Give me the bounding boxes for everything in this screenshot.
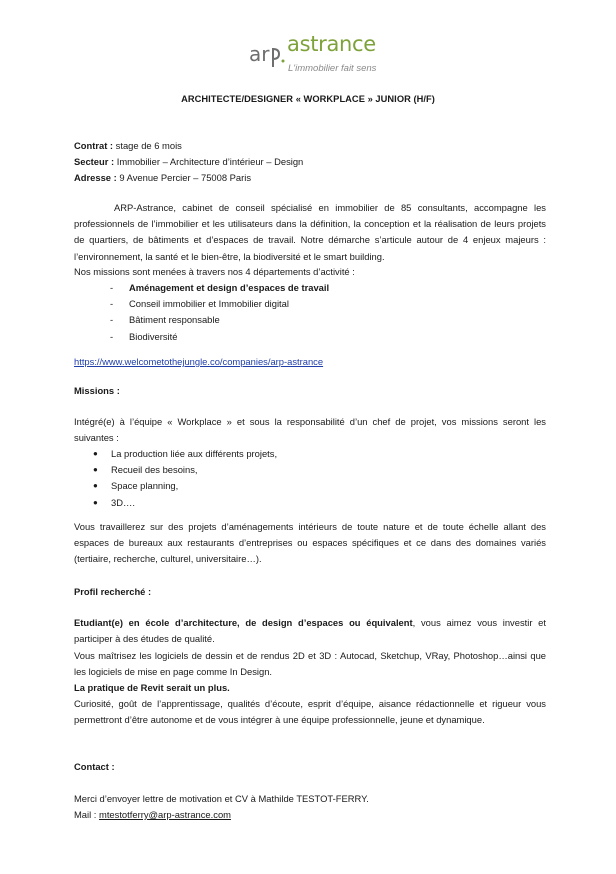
company-link[interactable]: https://www.welcometothejungle.co/companies/arp-astrance [74, 356, 324, 367]
mission-label: Recueil des besoins, [111, 464, 198, 476]
revit-note: La pratique de Revit serait un plus. [74, 682, 230, 693]
contact-line: Merci d’envoyer lettre de motivation et CV à Mathilde TESTOT-FERRY. [74, 793, 369, 804]
bullet-icon: ● [93, 449, 98, 458]
list-item: - Bâtiment responsable [0, 312, 616, 328]
missions-paragraph: Vous travaillerez sur des projets d’aménagements intérieurs de toute nature et de toute échelle allant des espaces de bureaux aux restaurants d’entreprises ou espaces spécifiques et ce dans des domaines variés (tertiaire, recherche, culturel, universitaire…). [74, 521, 546, 565]
sector-line [74, 154, 546, 170]
contract-line [74, 138, 546, 154]
address-label: Adresse : [74, 172, 117, 183]
list-item: - Biodiversité [0, 329, 616, 345]
job-title: ARCHITECTE/DESIGNER « WORKPLACE » JUNIOR (H/F) [181, 94, 435, 104]
bullet-icon: ● [93, 465, 98, 475]
missions-heading: Missions : [74, 385, 120, 396]
company-link-line [74, 354, 546, 370]
mission-label: 3D…. [111, 496, 135, 508]
department-label: Aménagement et design d’espaces de travail [129, 282, 330, 293]
contact-heading: Contact : [74, 761, 115, 772]
list-item: - Conseil immobilier et Immobilier digital [0, 296, 616, 312]
company-logo [249, 32, 389, 74]
contract-label: Contrat : [74, 140, 114, 151]
address-line [74, 170, 546, 186]
list-item [0, 446, 616, 462]
company-intro-paragraph: ARP-Astrance, cabinet de conseil spécialisé en immobilier de 85 consultants, accompagne les professionnels de l’immobilier et les utilisateurs dans la définition, la conception et la réalisation de leurs projets de quartiers, de bâtiments et d’espaces de travail. Notre démarche s’articule autour de 4 enjeux majeurs : l’environnement, la santé et le bien-être, la biodiversité et le smart building. [74, 202, 546, 262]
logo-name: astrance [287, 32, 376, 56]
list-item [0, 495, 616, 511]
list-item [0, 462, 616, 478]
missions-intro: Intégré(e) à l’équipe « Workplace » et sous la responsabilité d’un chef de projet, vos missions seront les suivantes : [74, 416, 546, 444]
mission-label: La production liée aux différents projets, [111, 448, 278, 459]
profile-lead [74, 615, 546, 647]
bullet-icon: ● [93, 497, 98, 507]
departments-list [0, 280, 616, 345]
department-label: Biodiversité [129, 330, 178, 342]
departments-intro: Nos missions sont menées à travers nos 4 départements d’activité : [74, 266, 355, 277]
list-item: - Aménagement et design d’espaces de travail [0, 280, 616, 296]
contact-email-link[interactable]: mtestotferry@arp-astrance.com [99, 809, 231, 820]
profile-lead-bold: Etudiant(e) en école d’architecture, de design d’espaces ou équivalent [74, 617, 413, 628]
profile-lead-rest: , vous aimez vous investir et participer à des études de qualité. [74, 617, 546, 645]
sector-label: Secteur : [74, 156, 115, 167]
bullet-icon: ● [93, 481, 98, 491]
department-label: Conseil immobilier et Immobilier digital [129, 298, 289, 310]
list-item [0, 478, 616, 494]
mail-label: Mail : [74, 809, 100, 820]
profile-heading: Profil recherché : [74, 586, 152, 597]
mission-label: Space planning, [111, 480, 179, 492]
missions-list [0, 446, 616, 511]
contact-mail-line [74, 807, 546, 823]
department-label: Bâtiment responsable [129, 314, 220, 326]
logo-tagline: L'immobilier fait sens [288, 63, 377, 74]
sector-value: Immobilier – Architecture d’intérieur – Design [114, 156, 304, 167]
qualities-paragraph: Curiosité, goût de l’apprentissage, qualités d’écoute, esprit d’équipe, aisance rédactionnelle et rigueur vous permettront d’être autonome et de vous intégrer à une équipe professionnelle, jeune et dynamique. [74, 698, 546, 726]
contract-value: stage de 6 mois [113, 140, 182, 151]
logo-mark-text: ar [249, 42, 270, 66]
arp-logo-mark-icon [249, 40, 285, 70]
software-skills: Vous maîtrisez les logiciels de dessin et de rendus 2D et 3D : Autocad, Sketchup, VRay, Photoshop…ainsi que les logiciels de mise en page comme In Design. [74, 650, 546, 678]
address-value: 9 Avenue Percier – 75008 Paris [116, 172, 252, 183]
